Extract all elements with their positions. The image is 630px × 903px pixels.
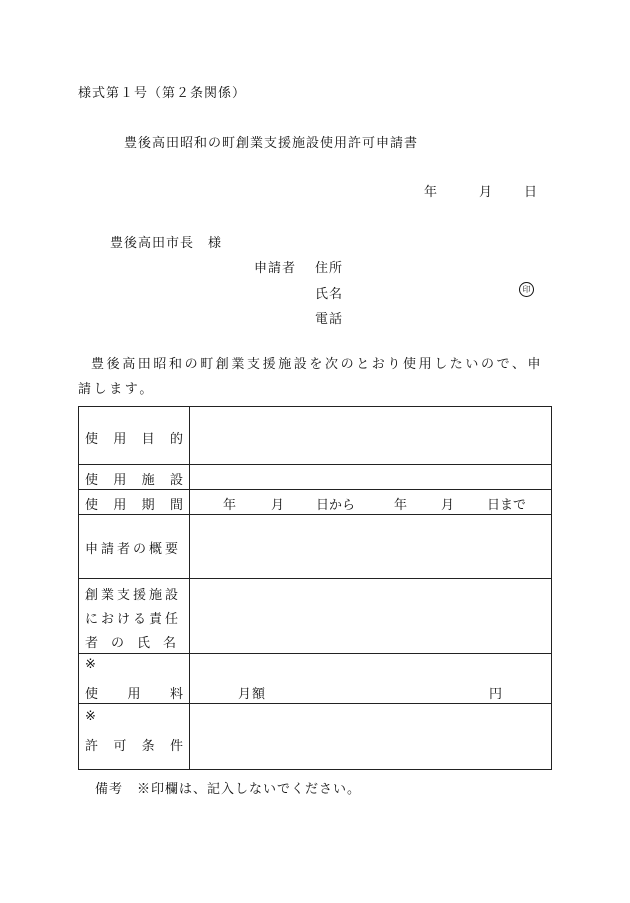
document-title: 豊後高田昭和の町創業支援施設使用許可申請書	[124, 136, 419, 151]
name-label: 氏名	[315, 287, 344, 302]
footer-note: 備考 ※印欄は、記入しないでください。	[95, 782, 362, 797]
table-row-divider	[79, 514, 551, 515]
responsible-label-line-3: 者 の 氏 名	[85, 636, 177, 651]
table-row-divider	[79, 653, 551, 654]
facility-label: 使 用 施 設	[85, 473, 183, 488]
application-statement: 豊後高田昭和の町創業支援施設を次のとおり使用したいので、申請します。	[78, 357, 544, 397]
fee-monthly-label: 月額	[238, 687, 267, 702]
applicant-overview-label: 申請者の概要	[85, 542, 182, 557]
conditions-label: 許 可 条 件	[85, 739, 183, 754]
date-year-label: 年	[424, 185, 438, 200]
responsible-label-line-1: 創業支援施設	[85, 588, 182, 603]
addressee: 豊後高田市長 様	[110, 236, 223, 251]
purpose-label: 使 用 目 的	[85, 432, 183, 447]
table-row-divider	[79, 578, 551, 579]
table-column-divider	[189, 407, 190, 769]
application-table: 使 用 目 的 使 用 施 設 使 用 期 間 年 月 日から 年 月 日まで 申請者の概要 創業支援施設 における責任 者 の 氏 名 ※ 使 用 料 月額 円 ※ 許 可 条 件	[78, 406, 552, 770]
responsible-label-line-2: における責任	[85, 612, 182, 627]
date-day-label: 日	[524, 185, 538, 200]
table-row-divider	[79, 489, 551, 490]
applicant-label: 申請者	[254, 261, 297, 276]
table-row-divider	[79, 703, 551, 704]
period-label: 使 用 期 間	[85, 498, 183, 513]
date-line	[424, 181, 537, 200]
conditions-mark: ※	[85, 709, 96, 724]
date-month-label: 月	[479, 185, 493, 200]
fee-yen-unit: 円	[489, 687, 503, 702]
form-number: 様式第１号（第２条関係）	[78, 86, 247, 101]
fee-mark: ※	[85, 657, 96, 672]
phone-label: 電話	[315, 312, 344, 327]
address-label: 住所	[315, 261, 344, 276]
seal-mark: 印	[519, 282, 534, 297]
table-row-divider	[79, 464, 551, 465]
fee-label: 使 用 料	[85, 687, 183, 702]
